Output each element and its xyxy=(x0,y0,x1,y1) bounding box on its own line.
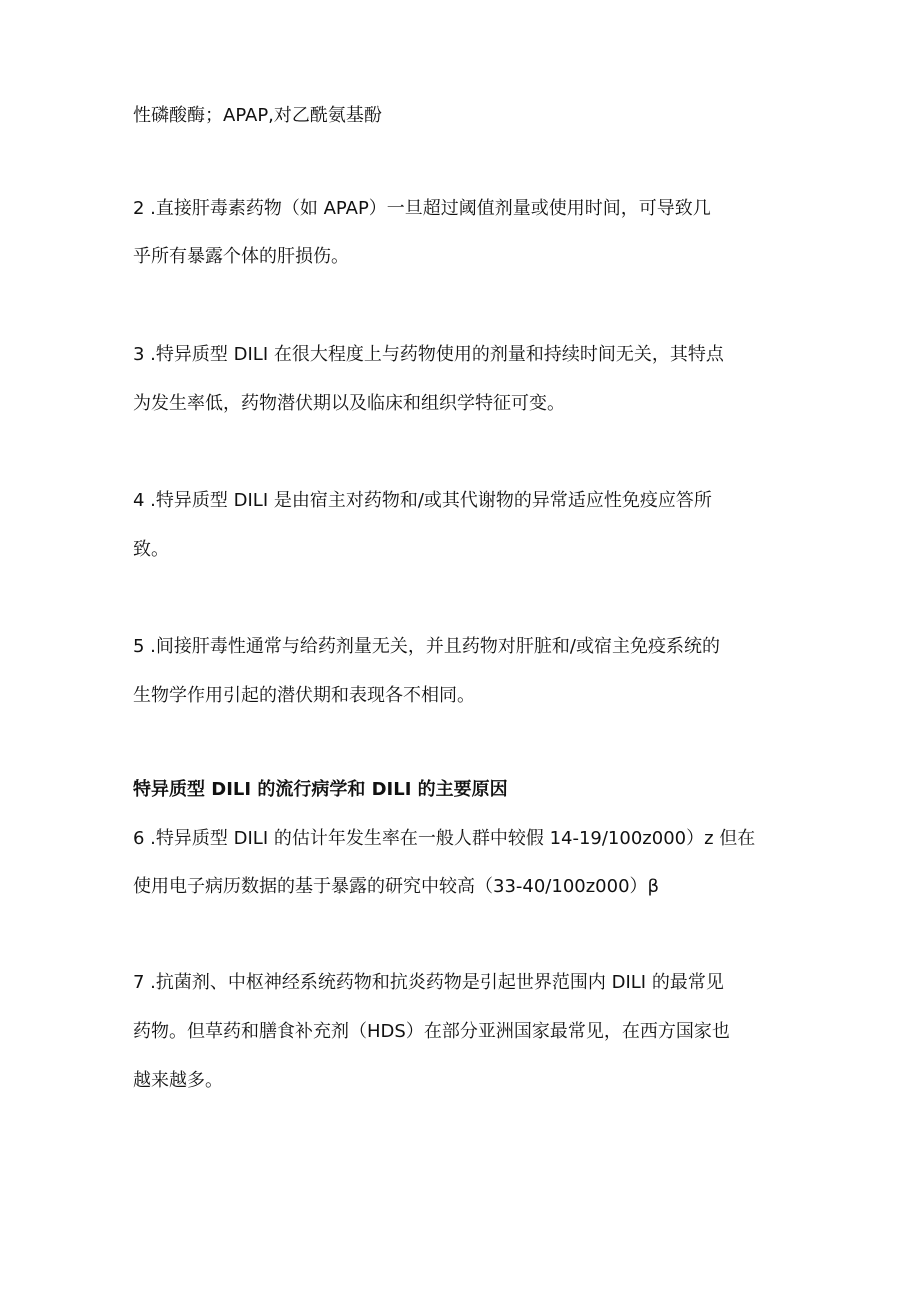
intro-line: 性磷酸酶；APAP,对乙酰氨基酚 xyxy=(133,105,382,126)
list-item-4-line-1: 4 .特异质型 DILI 是由宿主对药物和/或其代谢物的异常适应性免疫应答所 xyxy=(133,490,712,511)
list-item-6-line-2: 使用电子病历数据的基于暴露的研究中较高（33-40/100z000）β xyxy=(133,876,660,897)
list-item-6-line-1: 6 .特异质型 DILI 的估计年发生率在一般人群中较假 14-19/100z000）z 但在 xyxy=(133,828,756,849)
list-item-2-line-2: 乎所有暴露个体的肝损伤。 xyxy=(133,246,349,267)
list-item-4-line-2: 致。 xyxy=(133,539,169,560)
list-item-3-line-2: 为发生率低，药物潜伏期以及临床和组织学特征可变。 xyxy=(133,393,565,414)
list-item-5-line-2: 生物学作用引起的潜伏期和表现各不相同。 xyxy=(133,685,475,706)
list-item-3-line-1: 3 .特异质型 DILI 在很大程度上与药物使用的剂量和持续时间无关，其特点 xyxy=(133,344,724,365)
list-item-7-line-3: 越来越多。 xyxy=(133,1070,223,1091)
section-heading: 特异质型 DILI 的流行病学和 DILI 的主要原因 xyxy=(133,779,508,800)
list-item-7-line-2: 药物。但草药和膳食补充剂（HDS）在部分亚洲国家最常见，在西方国家也 xyxy=(133,1021,730,1042)
list-item-5-line-1: 5 .间接肝毒性通常与给药剂量无关，并且药物对肝脏和/或宿主免疫系统的 xyxy=(133,636,720,657)
list-item-2-line-1: 2 .直接肝毒素药物（如 APAP）一旦超过阈值剂量或使用时间，可导致几 xyxy=(133,198,711,219)
list-item-7-line-1: 7 .抗菌剂、中枢神经系统药物和抗炎药物是引起世界范围内 DILI 的最常见 xyxy=(133,972,724,993)
